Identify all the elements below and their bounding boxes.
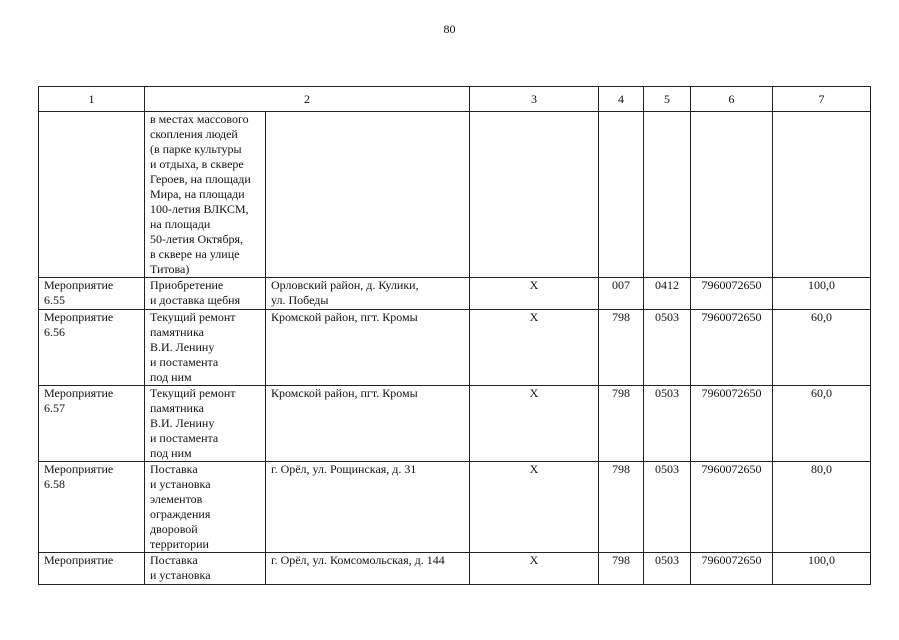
col5-cell: 0412 xyxy=(644,278,691,310)
col6-cell: 7960072650 xyxy=(691,462,773,553)
col5-cell xyxy=(644,112,691,278)
col6-cell: 7960072650 xyxy=(691,386,773,462)
address-cell: Кромской район, пгт. Кромы xyxy=(266,386,470,462)
address-cell: Орловский район, д. Кулики, ул. Победы xyxy=(266,278,470,310)
address-cell: г. Орёл, ул. Рощинская, д. 31 xyxy=(266,462,470,553)
col5-cell: 0503 xyxy=(644,553,691,585)
col3-cell: X xyxy=(470,386,599,462)
col7-cell: 100,0 xyxy=(773,278,871,310)
table-row xyxy=(39,462,871,553)
event-cell: Мероприятие 6.56 xyxy=(39,310,145,386)
event-cell xyxy=(39,112,145,278)
col3-cell: X xyxy=(470,553,599,585)
table-row xyxy=(39,310,871,386)
table-row xyxy=(39,386,871,462)
address-cell: Кромской район, пгт. Кромы xyxy=(266,310,470,386)
name-cell: Поставка и установка xyxy=(145,553,266,585)
col4-cell: 798 xyxy=(599,310,644,386)
header-col-3: 3 xyxy=(470,87,599,112)
header-col-1: 1 xyxy=(39,87,145,112)
header-col-2: 2 xyxy=(145,87,470,112)
col6-cell: 7960072650 xyxy=(691,310,773,386)
col5-cell: 0503 xyxy=(644,462,691,553)
col4-cell: 007 xyxy=(599,278,644,310)
address-cell xyxy=(266,112,470,278)
col4-cell: 798 xyxy=(599,386,644,462)
table-row xyxy=(39,553,871,585)
col4-cell: 798 xyxy=(599,553,644,585)
header-row xyxy=(39,87,871,112)
col7-cell: 100,0 xyxy=(773,553,871,585)
name-cell: Текущий ремонт памятника В.И. Ленину и постамента под ним xyxy=(145,310,266,386)
name-cell: в местах массового скопления людей (в парке культуры и отдыха, в сквере Героев, на площади Мира, на площади 100-летия ВЛКСМ, на площади 50-летия Октября, в сквере на улице Титова) xyxy=(145,112,266,278)
table-row xyxy=(39,278,871,310)
col6-cell: 7960072650 xyxy=(691,278,773,310)
col3-cell: X xyxy=(470,310,599,386)
col7-cell: 60,0 xyxy=(773,310,871,386)
header-col-5: 5 xyxy=(644,87,691,112)
col4-cell: 798 xyxy=(599,462,644,553)
col3-cell: X xyxy=(470,278,599,310)
col5-cell: 0503 xyxy=(644,386,691,462)
col6-cell xyxy=(691,112,773,278)
col3-cell: X xyxy=(470,462,599,553)
col4-cell xyxy=(599,112,644,278)
name-cell: Приобретение и доставка щебня xyxy=(145,278,266,310)
col7-cell xyxy=(773,112,871,278)
event-cell: Мероприятие 6.55 xyxy=(39,278,145,310)
header-col-4: 4 xyxy=(599,87,644,112)
budget-table xyxy=(38,86,871,585)
event-cell: Мероприятие 6.57 xyxy=(39,386,145,462)
event-cell: Мероприятие xyxy=(39,553,145,585)
event-cell: Мероприятие 6.58 xyxy=(39,462,145,553)
col6-cell: 7960072650 xyxy=(691,553,773,585)
name-cell: Поставка и установка элементов ограждения дворовой территории xyxy=(145,462,266,553)
col5-cell: 0503 xyxy=(644,310,691,386)
name-cell: Текущий ремонт памятника В.И. Ленину и постамента под ним xyxy=(145,386,266,462)
header-col-6: 6 xyxy=(691,87,773,112)
col7-cell: 60,0 xyxy=(773,386,871,462)
page-number: 80 xyxy=(443,22,456,36)
col3-cell xyxy=(470,112,599,278)
table-row xyxy=(39,112,871,278)
col7-cell: 80,0 xyxy=(773,462,871,553)
header-col-7: 7 xyxy=(773,87,871,112)
address-cell: г. Орёл, ул. Комсомольская, д. 144 xyxy=(266,553,470,585)
